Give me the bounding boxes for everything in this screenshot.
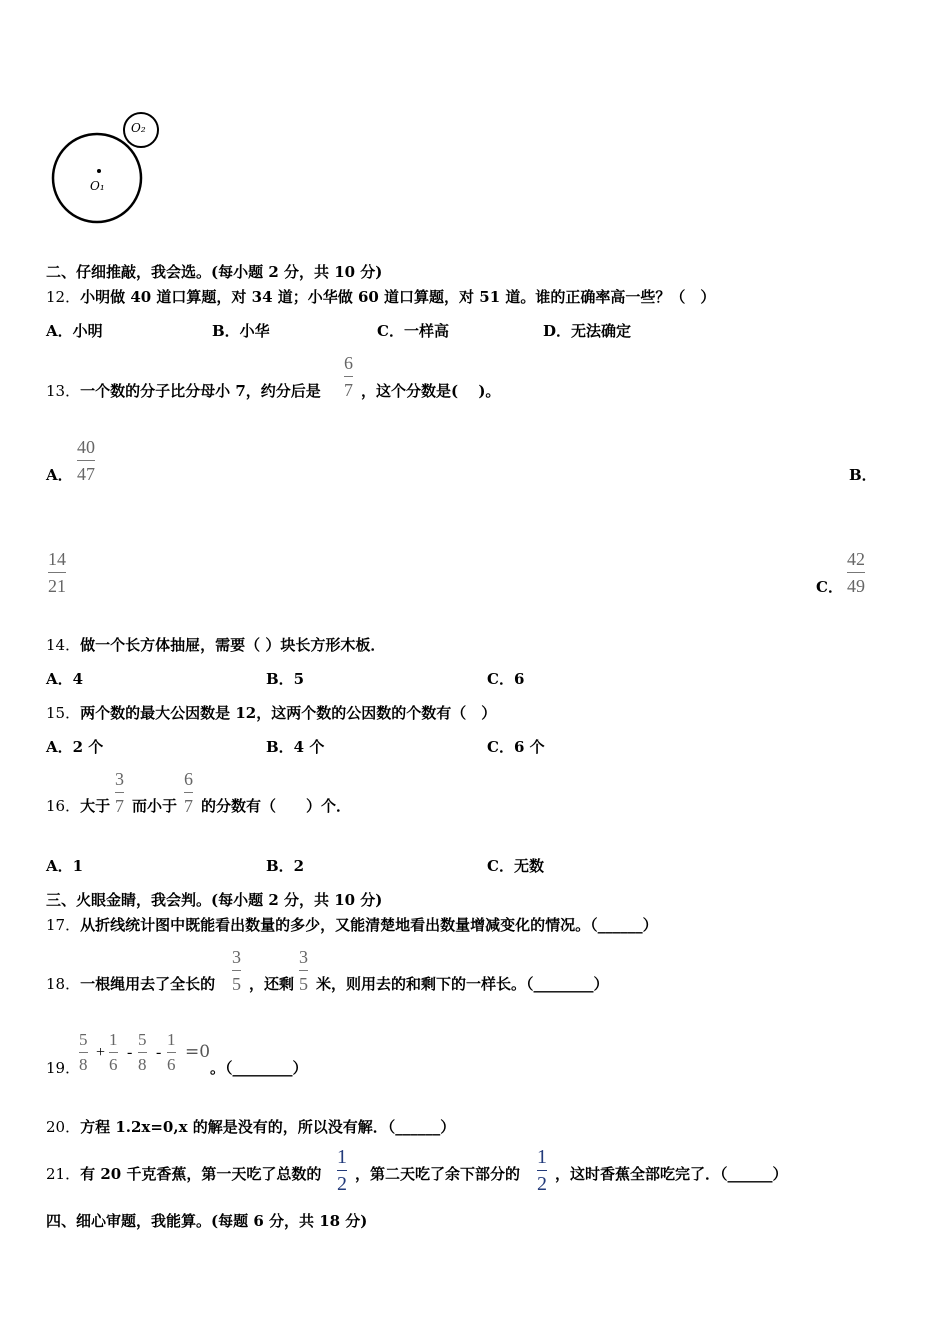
q14-option-c[interactable]: C．6	[487, 670, 525, 688]
q21-number: 21．	[46, 1165, 81, 1183]
q19-f3-den: 8	[138, 1055, 147, 1074]
q16-option-b[interactable]: B．2	[266, 857, 305, 875]
q19-fraction-2	[109, 1030, 118, 1075]
q21-fraction-2	[537, 1146, 547, 1195]
q18-text-1: 一根绳用去了全长的	[80, 975, 216, 993]
q13-fraction	[344, 352, 353, 401]
q19-fraction-1	[79, 1030, 88, 1075]
q15-option-c[interactable]: C．6 个	[487, 738, 545, 756]
q14-number: 14．	[46, 636, 81, 654]
q13-option-c-label[interactable]: C．	[816, 578, 843, 596]
q18-frac1-den: 5	[232, 974, 241, 994]
label-o1: O₁	[90, 179, 105, 193]
q13-option-b-den: 21	[48, 576, 66, 596]
q19-op-minus-1: -	[127, 1044, 133, 1061]
q13-fraction-den: 7	[344, 380, 353, 400]
q14-option-a[interactable]: A．4	[46, 670, 84, 688]
q13-option-a-den: 47	[77, 464, 95, 484]
q18-number: 18．	[46, 975, 81, 993]
q18-frac1-num: 3	[232, 947, 241, 967]
q16-frac2-num: 6	[184, 769, 193, 789]
q13-line	[46, 380, 321, 401]
q13-text-after: ，这个分数是( )。	[361, 382, 501, 400]
q13-option-b-fraction[interactable]	[48, 548, 66, 597]
q21-frac2-den: 2	[537, 1173, 547, 1195]
section3-title: 三、火眼金睛，我会判。(每小题 2 分，共 10 分)	[46, 891, 383, 909]
q19-f4-den: 6	[167, 1055, 176, 1074]
q12-option-a[interactable]: A．小明	[46, 322, 103, 340]
q13-option-a-label[interactable]: A．	[46, 466, 73, 484]
q15-text: 两个数的最大公因数是 12，这两个数的公因数的个数有（ ）	[80, 704, 497, 722]
q13-option-c-den: 49	[847, 576, 865, 596]
q12-number: 12．	[46, 288, 81, 306]
q20	[46, 1116, 455, 1137]
q15-option-b[interactable]: B．4 个	[266, 738, 325, 756]
q19-f4-num: 1	[167, 1030, 176, 1049]
q16-frac1-den: 7	[115, 796, 124, 816]
q21-line	[46, 1163, 321, 1184]
q16-line	[46, 795, 110, 816]
q21-text-2: ，第二天吃了余下部分的	[355, 1165, 521, 1183]
q15-option-a[interactable]: A．2 个	[46, 738, 104, 756]
q16-text-2: 而小于	[132, 797, 178, 815]
q13-option-c-num: 42	[847, 549, 865, 569]
q21-frac1-den: 2	[337, 1173, 347, 1195]
section2-title: 二、仔细推敲，我会选。(每小题 2 分，共 10 分)	[46, 263, 383, 281]
q18-text-3[interactable]: 米，则用去的和剩下的一样长。（________）	[316, 975, 609, 993]
q18-frac2-num: 3	[299, 947, 308, 967]
q16-option-a[interactable]: A．1	[46, 857, 84, 875]
q12-option-c[interactable]: C．一样高	[377, 322, 449, 340]
q19-f1-den: 8	[79, 1055, 88, 1074]
q16-frac2-den: 7	[184, 796, 193, 816]
q19-f2-den: 6	[109, 1055, 118, 1074]
q14-text: 做一个长方体抽屉，需要（ ）块长方形木板．	[80, 636, 386, 654]
q19-equals-zero: =0	[185, 1042, 211, 1062]
q16-number: 16．	[46, 797, 81, 815]
q21-frac1-num: 1	[337, 1146, 347, 1168]
q12-option-b[interactable]: B．小华	[212, 322, 270, 340]
q12-text: 小明做 40 道口算题，对 34 道；小华做 60 道口算题，对 51 道。谁的正确率高一些？（ ）	[80, 288, 716, 306]
q13-option-b-label[interactable]: B．	[849, 466, 877, 484]
q16-text-3: 的分数有（ ）个．	[201, 797, 352, 815]
q19-f1-num: 5	[79, 1030, 88, 1049]
label-o2: O₂	[131, 121, 146, 135]
q20-number: 20．	[46, 1118, 81, 1136]
q17	[46, 914, 658, 935]
q14	[46, 634, 385, 655]
q21-text-1: 有 20 千克香蕉，第一天吃了总数的	[80, 1165, 322, 1183]
q19-text-after[interactable]: 。（________）	[210, 1059, 308, 1077]
q12	[46, 286, 715, 307]
q19-op-minus-2: -	[156, 1044, 162, 1061]
q19-number: 19．	[46, 1059, 81, 1077]
q18-text-2: ，还剩	[249, 975, 295, 993]
q20-text[interactable]: 方程 1.2x=0,x 的解是没有的，所以没有解．（______）	[80, 1118, 456, 1136]
q21-frac2-num: 1	[537, 1146, 547, 1168]
q17-text[interactable]: 从折线统计图中既能看出数量的多少，又能清楚地看出数量增减变化的情况。（______）	[80, 916, 658, 934]
q14-option-b[interactable]: B．5	[266, 670, 305, 688]
q18-fraction-1	[232, 946, 241, 995]
q13-option-b-num: 14	[48, 549, 66, 569]
q19-fraction-4	[167, 1030, 176, 1075]
q13-option-c-fraction[interactable]	[847, 548, 865, 597]
q21-text-3[interactable]: ，这时香蕉全部吃完了．（______）	[555, 1165, 788, 1183]
q13-fraction-num: 6	[344, 353, 353, 373]
q19-f2-num: 1	[109, 1030, 118, 1049]
q19-f3-num: 5	[138, 1030, 147, 1049]
q17-number: 17．	[46, 916, 81, 934]
q13-option-a-num: 40	[77, 437, 95, 457]
q16-fraction-1	[115, 768, 124, 817]
large-circle	[53, 134, 141, 222]
circles-figure	[44, 108, 174, 228]
q18-line	[46, 973, 215, 994]
center-dot	[97, 169, 101, 173]
q16-frac1-num: 3	[115, 769, 124, 789]
q16-fraction-2	[184, 768, 193, 817]
q16-option-c[interactable]: C．无数	[487, 857, 544, 875]
q19-op-plus: +	[96, 1044, 106, 1061]
q19-fraction-3	[138, 1030, 147, 1075]
section4-title: 四、细心审题，我能算。(每题 6 分，共 18 分)	[46, 1212, 368, 1230]
q21-fraction-1	[337, 1146, 347, 1195]
q15	[46, 702, 496, 723]
q13-option-a-fraction[interactable]	[77, 436, 95, 485]
q15-number: 15．	[46, 704, 81, 722]
q16-text-1: 大于	[80, 797, 111, 815]
q18-frac2-den: 5	[299, 974, 308, 994]
q13-number: 13．	[46, 382, 81, 400]
q12-option-d[interactable]: D．无法确定	[543, 322, 632, 340]
q13-text-before: 一个数的分子比分母小 7，约分后是	[80, 382, 321, 400]
q18-fraction-2	[299, 946, 308, 995]
